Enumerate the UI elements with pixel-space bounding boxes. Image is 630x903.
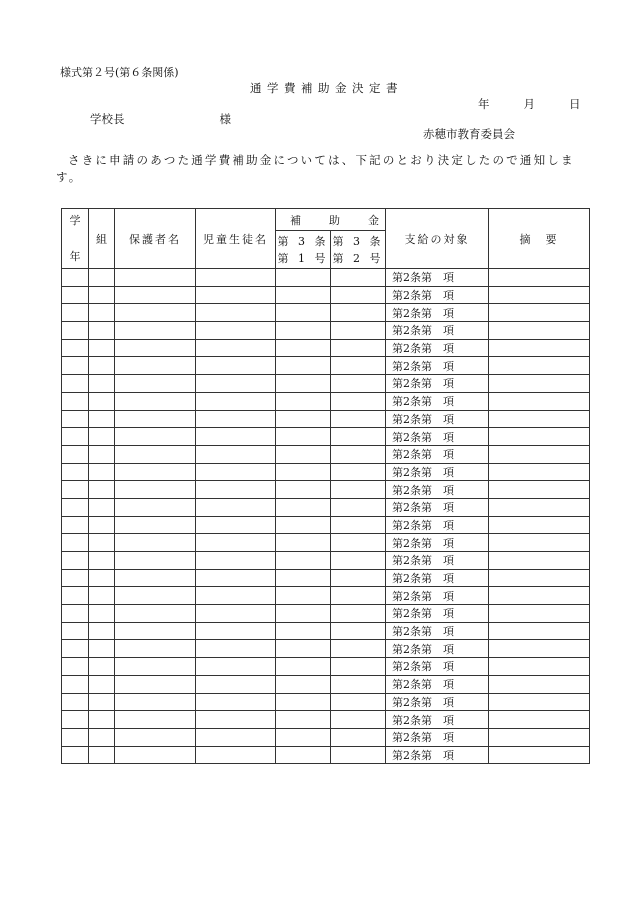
grade-cell — [62, 622, 89, 640]
remarks-cell — [489, 322, 590, 340]
article3-item1-cell — [276, 622, 331, 640]
article3-item2-cell — [331, 605, 386, 623]
payment-target-cell: 第2条第 項 — [386, 552, 489, 570]
student-name-cell — [196, 392, 276, 410]
payment-target-cell: 第2条第 項 — [386, 269, 489, 287]
payment-target-cell: 第2条第 項 — [386, 728, 489, 746]
grade-cell — [62, 605, 89, 623]
payment-target-cell: 第2条第 項 — [386, 463, 489, 481]
payment-target-cell: 第2条第 項 — [386, 357, 489, 375]
table-row — [62, 605, 590, 623]
class-cell — [89, 622, 115, 640]
student-name-cell — [196, 605, 276, 623]
subsidy-table — [61, 208, 590, 764]
grade-cell — [62, 445, 89, 463]
class-cell — [89, 286, 115, 304]
student-name-cell — [196, 304, 276, 322]
article3-item2-cell — [331, 286, 386, 304]
article3-item2-cell — [331, 534, 386, 552]
remarks-cell — [489, 392, 590, 410]
grade-cell — [62, 675, 89, 693]
class-cell — [89, 640, 115, 658]
table-row — [62, 463, 590, 481]
article3-item1-cell — [276, 286, 331, 304]
payment-target-cell: 第2条第 項 — [386, 569, 489, 587]
guardian-name-cell — [115, 481, 196, 499]
table-row — [62, 304, 590, 322]
table-row — [62, 286, 590, 304]
grade-cell — [62, 463, 89, 481]
payment-target-cell: 第2条第 項 — [386, 587, 489, 605]
article3-item2-cell — [331, 428, 386, 446]
remarks-cell — [489, 375, 590, 393]
payment-target-cell: 第2条第 項 — [386, 693, 489, 711]
grade-cell — [62, 534, 89, 552]
addressee — [90, 111, 231, 127]
remarks-cell — [489, 269, 590, 287]
article3-item1-cell — [276, 339, 331, 357]
student-name-cell — [196, 711, 276, 729]
article3-item2-header: 第 3 条 第 2 号 — [331, 231, 386, 269]
payment-target-header: 支給の対象 — [386, 209, 489, 269]
grade-cell — [62, 410, 89, 428]
guardian-name-cell — [115, 375, 196, 393]
student-name-cell — [196, 339, 276, 357]
issuer: 赤穂市教育委員会 — [423, 127, 515, 141]
student-name-cell — [196, 498, 276, 516]
article3-item1-cell — [276, 658, 331, 676]
table-row — [62, 516, 590, 534]
article3-item2-cell — [331, 569, 386, 587]
student-name-header: 児童生徒名 — [196, 209, 276, 269]
remarks-cell — [489, 339, 590, 357]
article3-item1-cell — [276, 445, 331, 463]
article3-item2-cell — [331, 322, 386, 340]
grade-cell — [62, 569, 89, 587]
guardian-name-cell — [115, 428, 196, 446]
guardian-name-cell — [115, 269, 196, 287]
table-row — [62, 375, 590, 393]
grade-cell — [62, 269, 89, 287]
remarks-cell — [489, 622, 590, 640]
payment-target-cell: 第2条第 項 — [386, 481, 489, 499]
grade-cell — [62, 392, 89, 410]
article3-item2-cell — [331, 516, 386, 534]
student-name-cell — [196, 693, 276, 711]
article3-item1-cell — [276, 322, 331, 340]
article3-item2-cell — [331, 675, 386, 693]
guardian-name-cell — [115, 534, 196, 552]
guardian-name-cell — [115, 498, 196, 516]
payment-target-cell: 第2条第 項 — [386, 534, 489, 552]
article3-item2-cell — [331, 410, 386, 428]
class-cell — [89, 605, 115, 623]
student-name-cell — [196, 746, 276, 764]
date-line — [478, 96, 581, 112]
date-year-label: 年 — [478, 97, 490, 111]
article3-item1-cell — [276, 728, 331, 746]
guardian-name-cell — [115, 552, 196, 570]
student-name-cell — [196, 286, 276, 304]
class-cell — [89, 498, 115, 516]
grade-cell — [62, 711, 89, 729]
grade-cell — [62, 658, 89, 676]
article3-item2-cell — [331, 552, 386, 570]
article3-item2-cell — [331, 693, 386, 711]
table-row — [62, 693, 590, 711]
payment-target-cell: 第2条第 項 — [386, 428, 489, 446]
grade-cell — [62, 640, 89, 658]
article3-item2-cell — [331, 357, 386, 375]
date-day-label: 日 — [569, 97, 581, 111]
payment-target-cell: 第2条第 項 — [386, 410, 489, 428]
grade-cell — [62, 304, 89, 322]
guardian-name-cell — [115, 322, 196, 340]
article3-item2-cell — [331, 746, 386, 764]
table-row — [62, 322, 590, 340]
guardian-name-cell — [115, 605, 196, 623]
remarks-cell — [489, 569, 590, 587]
table-row — [62, 339, 590, 357]
guardian-name-cell — [115, 569, 196, 587]
article3-item1-cell — [276, 605, 331, 623]
article3-item2-cell — [331, 481, 386, 499]
guardian-name-cell — [115, 658, 196, 676]
payment-target-cell: 第2条第 項 — [386, 322, 489, 340]
remarks-header: 摘 要 — [489, 209, 590, 269]
grade-cell — [62, 746, 89, 764]
document-title: 通学費補助金決定書 — [250, 81, 403, 95]
payment-target-cell: 第2条第 項 — [386, 339, 489, 357]
remarks-cell — [489, 481, 590, 499]
grade-cell — [62, 498, 89, 516]
article3-item1-cell — [276, 675, 331, 693]
payment-target-cell: 第2条第 項 — [386, 445, 489, 463]
guardian-name-header: 保護者名 — [115, 209, 196, 269]
payment-target-cell: 第2条第 項 — [386, 375, 489, 393]
article3-item2-cell — [331, 728, 386, 746]
guardian-name-cell — [115, 640, 196, 658]
class-cell — [89, 746, 115, 764]
article3-item1-cell — [276, 534, 331, 552]
remarks-cell — [489, 552, 590, 570]
remarks-cell — [489, 658, 590, 676]
student-name-cell — [196, 569, 276, 587]
article3-item1-cell — [276, 569, 331, 587]
article3-item2-cell — [331, 640, 386, 658]
class-cell — [89, 711, 115, 729]
remarks-cell — [489, 587, 590, 605]
remarks-cell — [489, 498, 590, 516]
student-name-cell — [196, 658, 276, 676]
student-name-cell — [196, 322, 276, 340]
payment-target-cell: 第2条第 項 — [386, 392, 489, 410]
payment-target-cell: 第2条第 項 — [386, 286, 489, 304]
guardian-name-cell — [115, 516, 196, 534]
guardian-name-cell — [115, 675, 196, 693]
article3-item1-cell — [276, 428, 331, 446]
payment-target-cell: 第2条第 項 — [386, 605, 489, 623]
article3-item2-cell — [331, 445, 386, 463]
remarks-cell — [489, 410, 590, 428]
class-cell — [89, 304, 115, 322]
guardian-name-cell — [115, 410, 196, 428]
remarks-cell — [489, 428, 590, 446]
payment-target-cell: 第2条第 項 — [386, 640, 489, 658]
article3-item2-cell — [331, 463, 386, 481]
article3-item1-cell — [276, 516, 331, 534]
student-name-cell — [196, 640, 276, 658]
addressee-title: 学校長 — [90, 112, 125, 126]
remarks-cell — [489, 675, 590, 693]
student-name-cell — [196, 375, 276, 393]
student-name-cell — [196, 622, 276, 640]
student-name-cell — [196, 357, 276, 375]
class-cell — [89, 516, 115, 534]
guardian-name-cell — [115, 286, 196, 304]
article3-item1-cell — [276, 498, 331, 516]
class-cell — [89, 410, 115, 428]
class-cell — [89, 463, 115, 481]
table-row — [62, 357, 590, 375]
article3-item2-cell — [331, 658, 386, 676]
class-cell — [89, 392, 115, 410]
grade-cell — [62, 481, 89, 499]
table-row — [62, 428, 590, 446]
class-cell — [89, 481, 115, 499]
table-row — [62, 392, 590, 410]
student-name-cell — [196, 675, 276, 693]
guardian-name-cell — [115, 622, 196, 640]
guardian-name-cell — [115, 711, 196, 729]
student-name-cell — [196, 428, 276, 446]
article3-item1-cell — [276, 587, 331, 605]
article3-item1-cell — [276, 375, 331, 393]
payment-target-cell: 第2条第 項 — [386, 658, 489, 676]
grade-cell — [62, 322, 89, 340]
payment-target-cell: 第2条第 項 — [386, 746, 489, 764]
table-row — [62, 569, 590, 587]
remarks-cell — [489, 711, 590, 729]
article3-item2-cell — [331, 375, 386, 393]
table-row — [62, 728, 590, 746]
class-cell — [89, 693, 115, 711]
table-row — [62, 498, 590, 516]
guardian-name-cell — [115, 693, 196, 711]
table-row — [62, 410, 590, 428]
article3-item1-cell — [276, 463, 331, 481]
payment-target-cell: 第2条第 項 — [386, 516, 489, 534]
class-cell — [89, 587, 115, 605]
student-name-cell — [196, 552, 276, 570]
article3-item2-cell — [331, 269, 386, 287]
class-cell — [89, 375, 115, 393]
payment-target-cell: 第2条第 項 — [386, 711, 489, 729]
remarks-cell — [489, 693, 590, 711]
student-name-cell — [196, 516, 276, 534]
remarks-cell — [489, 640, 590, 658]
table-row — [62, 746, 590, 764]
article3-item1-cell — [276, 693, 331, 711]
student-name-cell — [196, 534, 276, 552]
article3-item2-cell — [331, 711, 386, 729]
remarks-cell — [489, 516, 590, 534]
table-row — [62, 481, 590, 499]
remarks-cell — [489, 605, 590, 623]
form-number: 様式第２号(第６条関係) — [60, 66, 179, 79]
class-cell — [89, 357, 115, 375]
class-cell — [89, 445, 115, 463]
date-month-label: 月 — [523, 97, 535, 111]
student-name-cell — [196, 269, 276, 287]
grade-cell — [62, 339, 89, 357]
article3-item1-cell — [276, 410, 331, 428]
guardian-name-cell — [115, 357, 196, 375]
grade-cell — [62, 728, 89, 746]
guardian-name-cell — [115, 339, 196, 357]
article3-item1-header: 第 3 条 第 1 号 — [276, 231, 331, 269]
class-cell — [89, 569, 115, 587]
grade-cell — [62, 428, 89, 446]
notice-body-text: さきに申請のあつた通学費補助金については、下記のとおり決定したので通知します。 — [56, 153, 575, 184]
class-cell — [89, 552, 115, 570]
guardian-name-cell — [115, 463, 196, 481]
remarks-cell — [489, 357, 590, 375]
article3-item1-cell — [276, 269, 331, 287]
class-cell — [89, 658, 115, 676]
remarks-cell — [489, 445, 590, 463]
guardian-name-cell — [115, 587, 196, 605]
class-cell — [89, 428, 115, 446]
class-header: 組 — [89, 209, 115, 269]
article3-item2-cell — [331, 498, 386, 516]
article3-item2-cell — [331, 587, 386, 605]
student-name-cell — [196, 463, 276, 481]
guardian-name-cell — [115, 445, 196, 463]
remarks-cell — [489, 534, 590, 552]
remarks-cell — [489, 728, 590, 746]
article3-item1-cell — [276, 392, 331, 410]
article3-item1-cell — [276, 552, 331, 570]
class-cell — [89, 675, 115, 693]
student-name-cell — [196, 410, 276, 428]
table-row — [62, 675, 590, 693]
article3-item2-cell — [331, 622, 386, 640]
class-cell — [89, 269, 115, 287]
table-row — [62, 658, 590, 676]
class-cell — [89, 339, 115, 357]
remarks-cell — [489, 463, 590, 481]
grade-cell — [62, 693, 89, 711]
honorific: 様 — [219, 112, 231, 126]
grade-cell — [62, 357, 89, 375]
payment-target-cell: 第2条第 項 — [386, 304, 489, 322]
guardian-name-cell — [115, 728, 196, 746]
remarks-cell — [489, 304, 590, 322]
guardian-name-cell — [115, 392, 196, 410]
table-row — [62, 622, 590, 640]
table-row — [62, 445, 590, 463]
grade-cell — [62, 375, 89, 393]
student-name-cell — [196, 728, 276, 746]
article3-item2-cell — [331, 304, 386, 322]
article3-item1-cell — [276, 357, 331, 375]
guardian-name-cell — [115, 746, 196, 764]
student-name-cell — [196, 445, 276, 463]
remarks-cell — [489, 286, 590, 304]
article3-item1-cell — [276, 640, 331, 658]
table-row — [62, 711, 590, 729]
table-row — [62, 269, 590, 287]
grade-cell — [62, 552, 89, 570]
student-name-cell — [196, 481, 276, 499]
guardian-name-cell — [115, 304, 196, 322]
article3-item1-cell — [276, 746, 331, 764]
article3-item1-cell — [276, 481, 331, 499]
table-row — [62, 552, 590, 570]
grade-header: 学 年 — [62, 209, 89, 269]
table-row — [62, 534, 590, 552]
payment-target-cell: 第2条第 項 — [386, 622, 489, 640]
article3-item1-cell — [276, 711, 331, 729]
article3-item2-cell — [331, 392, 386, 410]
class-cell — [89, 728, 115, 746]
grade-cell — [62, 587, 89, 605]
grade-cell — [62, 286, 89, 304]
article3-item2-cell — [331, 339, 386, 357]
grade-cell — [62, 516, 89, 534]
table-row — [62, 640, 590, 658]
remarks-cell — [489, 746, 590, 764]
class-cell — [89, 534, 115, 552]
article3-item1-cell — [276, 304, 331, 322]
payment-target-cell: 第2条第 項 — [386, 675, 489, 693]
subsidy-header: 補 助 金 — [276, 209, 386, 231]
student-name-cell — [196, 587, 276, 605]
payment-target-cell: 第2条第 項 — [386, 498, 489, 516]
class-cell — [89, 322, 115, 340]
table-row — [62, 587, 590, 605]
